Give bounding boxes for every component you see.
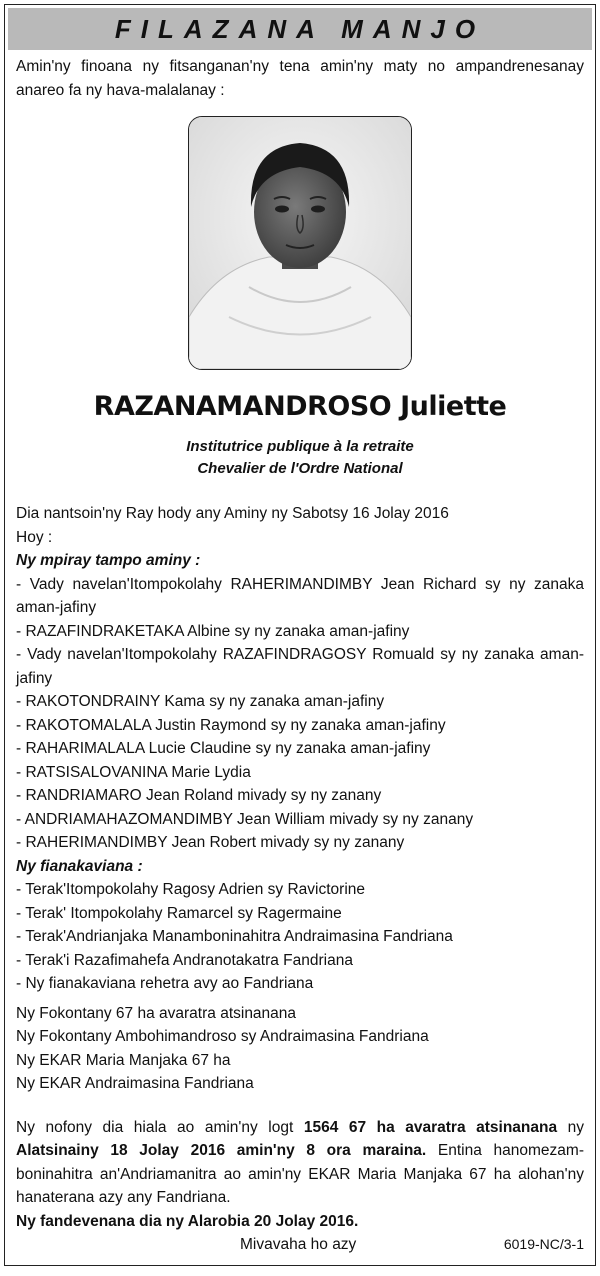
intro-text: Amin'ny finoana ny fitsanganan'ny tena amin'ny maty no ampandrenesanay anareo fa ny hava-malalanay : xyxy=(16,58,584,99)
header-title: FILAZANA MANJO xyxy=(114,13,486,44)
relative-item: - Ny fianakaviana rehetra avy ao Fandriana xyxy=(16,975,314,992)
notice-body xyxy=(16,55,584,1257)
relative-item: - Terak' Itompokolahy Ramarcel sy Ragermaine xyxy=(16,904,342,922)
location-item: Ny Fokontany 67 ha avaratra atsinanana xyxy=(16,1004,297,1022)
location-item: Ny EKAR Andraimasina Fandriana xyxy=(16,1075,254,1092)
obituary-notice xyxy=(4,4,596,1266)
family-item: - RANDRIAMARO Jean Roland mivady sy ny zanany xyxy=(16,787,382,804)
family-item: - RAKOTOMALALA Justin Raymond sy ny zanaka aman-jafiny xyxy=(16,716,446,734)
locations-list xyxy=(16,1002,584,1096)
ceremony-location: 1564 67 ha avaratra atsinanana xyxy=(303,1118,558,1136)
reference-code: 6019-NC/3-1 xyxy=(503,1236,584,1252)
deceased-name: RAZANAMANDROSO Juliette xyxy=(93,391,507,422)
ceremony-text: Ny nofony dia hiala ao amin'ny logt xyxy=(16,1118,304,1136)
family-item: - RAZAFINDRAKETAKA Albine sy ny zanaka aman-jafiny xyxy=(16,622,410,640)
family-item: - Vady navelan'Itompokolahy RAHERIMANDIMBY Jean Richard sy ny zanaka aman-jafiny xyxy=(16,575,584,616)
death-notice: Dia nantsoin'ny Ray hody any Aminy ny Sabotsy 16 Jolay 2016 xyxy=(16,505,449,522)
portrait-image xyxy=(189,117,411,369)
relative-item: - Terak'Andrianjaka Manamboninahitra Andraimasina Fandriana xyxy=(16,928,453,945)
signature-text: Mivavaha ho azy xyxy=(240,1236,357,1253)
portrait-photo xyxy=(188,116,412,370)
ceremony-text: ny xyxy=(557,1118,584,1136)
family-item: - Vady navelan'Itompokolahy RAZAFINDRAGOSY Romuald sy ny zanaka aman-jafiny xyxy=(16,646,584,687)
deceased-title-2: Chevalier de l'Ordre National xyxy=(197,460,403,477)
location-item: Ny Fokontany Ambohimandroso sy Andraimasina Fandriana xyxy=(16,1028,429,1045)
family-item: - RAHARIMALALA Lucie Claudine sy ny zanaka aman-jafiny xyxy=(16,740,431,757)
relative-item: - Terak'i Razafimahefa Andranotakatra Fandriana xyxy=(16,951,353,969)
relatives-section-title: Ny fianakaviana : xyxy=(16,857,143,875)
burial-date: Ny fandevenana dia ny Alarobia 20 Jolay 2016. xyxy=(16,1212,359,1230)
relative-item: - Terak'Itompokolahy Ragosy Adrien sy Ravictorine xyxy=(16,881,365,898)
relatives-list xyxy=(16,878,584,996)
family-list xyxy=(16,573,584,855)
ceremony-details xyxy=(16,1116,584,1210)
hoy-label: Hoy : xyxy=(16,528,53,546)
header-bar xyxy=(8,8,592,50)
family-item: - ANDRIAMAHAZOMANDIMBY Jean William mivady sy ny zanany xyxy=(16,810,474,828)
ceremony-date: Alatsinainy 18 Jolay 2016 amin'ny 8 ora maraina. xyxy=(16,1142,427,1159)
ceremony-text: Entina hanomezam-boninahitra an'Andriamanitra ao amin'ny EKAR Maria Manjaka 67 ha alohan'ny hanaterana azy any Fandriana. xyxy=(16,1142,584,1206)
family-item: - RAHERIMANDIMBY Jean Robert mivady sy ny zanany xyxy=(16,834,405,851)
location-item: Ny EKAR Maria Manjaka 67 ha xyxy=(16,1051,231,1069)
deceased-title-1: Institutrice publique à la retraite xyxy=(186,438,414,455)
family-item: - RATSISALOVANINA Marie Lydia xyxy=(16,763,251,781)
family-section-title: Ny mpiray tampo aminy : xyxy=(16,552,201,569)
family-item: - RAKOTONDRAINY Kama sy ny zanaka aman-jafiny xyxy=(16,693,385,710)
footer xyxy=(16,1233,584,1257)
photo-frame xyxy=(16,116,584,370)
